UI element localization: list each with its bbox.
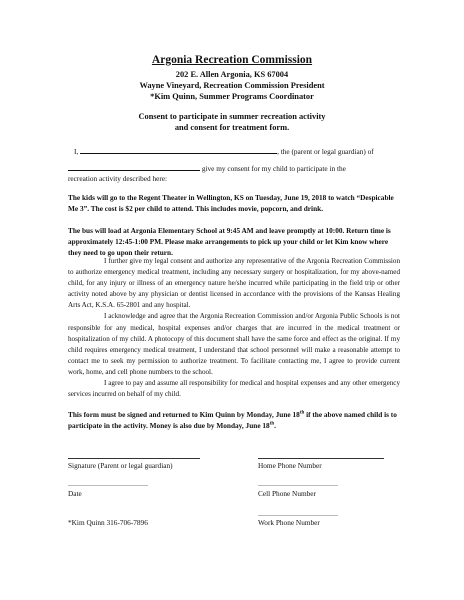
paragraph-treatment: I further give my legal consent and authorize any representative of the Argonia Recreation Commission to authorize emergency medical treatment, including any necessary surgery or hospitalization, for my above-named child, for any injury or illness of an emergency nature he/she incurred while participating in the field trip or other activity noted above by any physician or dentist licensed in accordance with the provisions of the Kansas Healing Arts Act, K.S.A. 65-2801 and any hospital.: [68, 257, 400, 310]
cell-phone-label: Cell Phone Number: [258, 489, 316, 498]
consent-i-label: I,: [74, 147, 79, 156]
organization-title: Argonia Recreation Commission: [151, 54, 313, 66]
date-label: Date: [68, 489, 82, 498]
organization-address: 202 E. Allen Argonia, KS 67004: [175, 70, 289, 79]
coordinator-contact: *Kim Quinn 316-706-7896: [68, 518, 148, 527]
home-phone-label: Home Phone Number: [258, 461, 322, 470]
president-line: Wayne Vineyard, Recreation Commission President: [139, 81, 325, 90]
paragraph-expenses: I agree to pay and assume all responsibility for medical and hospital expenses and any other emergency services incurred on behalf of my child.: [68, 379, 400, 399]
paragraph-responsibility: I acknowledge and agree that the Argonia Recreation Commission and/or Argonia Public Schools is not responsible for any medical, hospital expenses and/or charges that are incurred in the medical treatment or hospitalization of my child. A photocopy of this document shall have the same force and effect as the original. If my child requires emergency medical treatment, I understand that school personnel will make a reasonable attempt to contact me to seek my permission to authorize treatment. To facilitate contacting me, I agree to provide current work, home, and cell phone numbers to the school.: [68, 312, 400, 376]
consent-parent-label: , the (parent or legal guardian) of: [277, 147, 374, 156]
event-description: The kids will go to the Regent Theater in Wellington, KS on Tuesday, June 19, 2018 to watch “Despicable Me 3”. The cost is $2 per child to attend. This includes movie, popcorn, and drink.: [68, 193, 394, 213]
form-title-line-1: Consent to participate in summer recreation activity: [138, 112, 326, 121]
date-line[interactable]: [68, 485, 148, 486]
signature-line[interactable]: [68, 458, 200, 459]
return-notice: This form must be signed and returned to Kim Quinn by Monday, June 18th if the above named child is to participate in the activity. Money is also due by Monday, June 18th.: [68, 410, 397, 430]
consent-activity-label: recreation activity described here:: [68, 174, 168, 183]
work-phone-label: Work Phone Number: [258, 518, 320, 527]
parent-name-blank[interactable]: [80, 145, 277, 154]
medical-consent-paragraphs: [68, 256, 400, 400]
bus-information: The bus will load at Argonia Elementary School at 9:45 AM and leave promptly at 10:00. Return time is approximately 12:45-1:00 PM. Please make arrangements to pick up your child or let Kim know where they need to go upon their return.: [68, 226, 391, 257]
cell-phone-line[interactable]: [258, 485, 338, 486]
work-phone-line[interactable]: [258, 515, 338, 516]
consent-give-label: give my consent for my child to participate in the: [201, 164, 346, 173]
home-phone-line[interactable]: [258, 458, 384, 459]
signature-label: Signature (Parent or legal guardian): [68, 461, 173, 470]
child-name-blank[interactable]: [68, 162, 200, 171]
coordinator-line: *Kim Quinn, Summer Programs Coordinator: [150, 92, 314, 101]
form-title-line-2: and consent for treatment form.: [174, 123, 290, 132]
consent-line-1: [74, 145, 404, 157]
